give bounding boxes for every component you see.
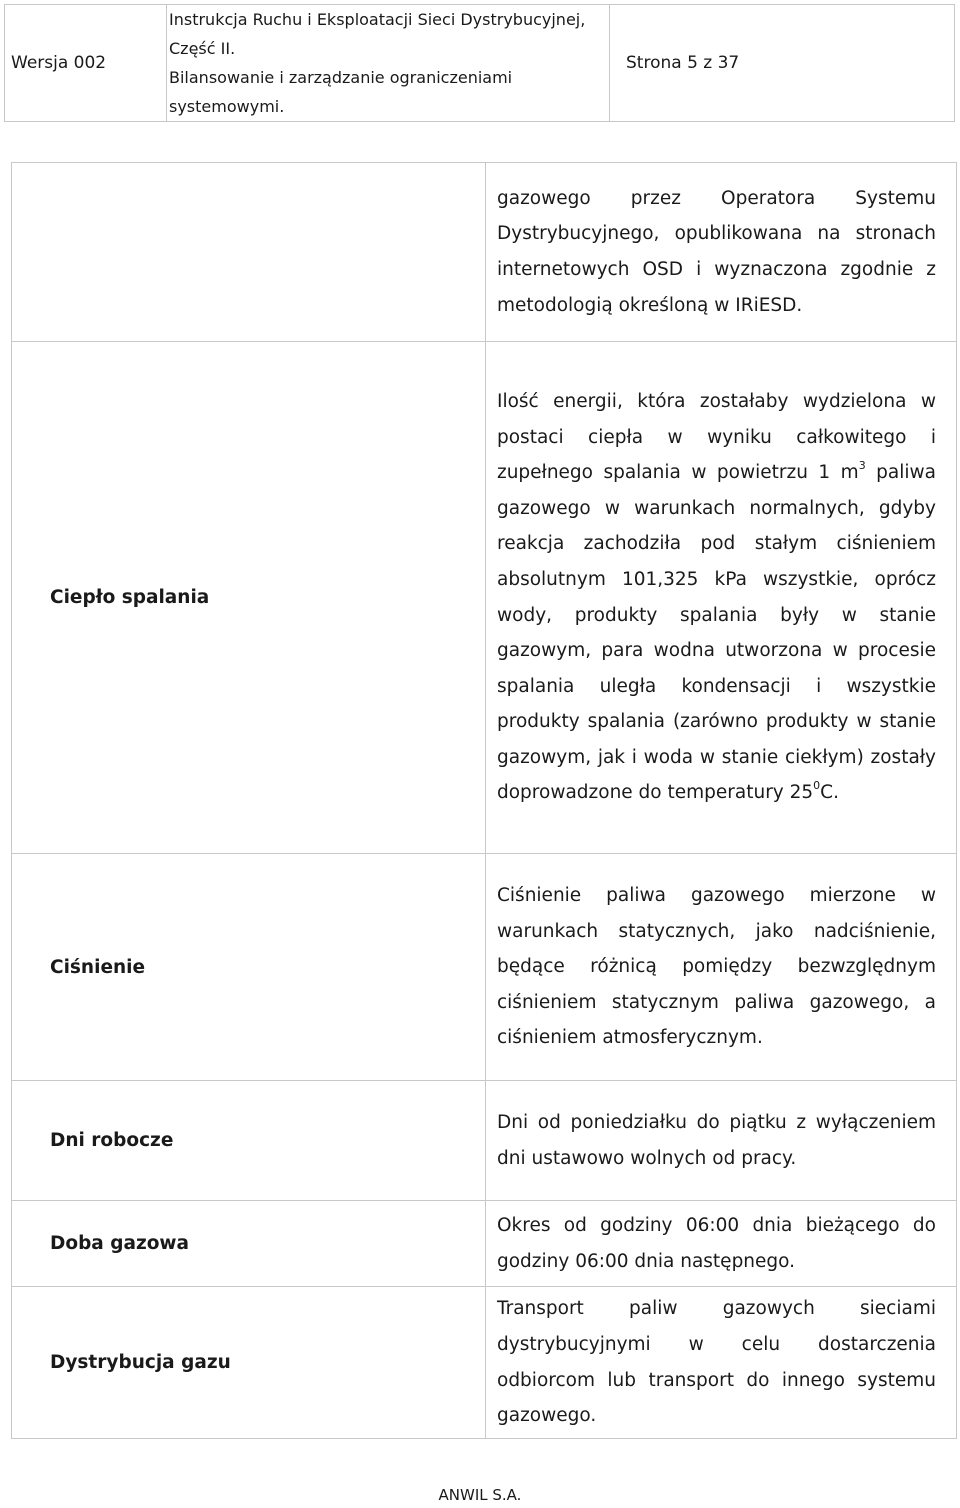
definition-term: Doba gazowa [12, 1201, 486, 1287]
definitions-table [11, 162, 957, 1439]
page-number: Strona 5 z 37 [610, 5, 955, 122]
description-part: C. [820, 782, 839, 804]
document-title [167, 5, 610, 122]
document-title-line-1: Instrukcja Ruchu i Eksploatacji Sieci Dystrybucyjnej, Część II. [169, 10, 586, 58]
definition-row [12, 1287, 957, 1439]
definition-row [12, 163, 957, 342]
description-part: paliwa gazowego w warunkach normalnych, gdyby reakcja zachodziła pod stałym ciśnieniem absolutnym 101,325 kPa wszystkie, oprócz wody, produkty spalania były w stanie gazowym, para wodna utworzona w procesie spalania uległa kondensacji i wszystkie produkty spalania (zarówno produkty w stanie gazowym, jak i woda w stanie ciekłym) zostały doprowadzone do temperatury 25 [497, 462, 936, 804]
page-header [4, 4, 955, 122]
description-part: Ilość energii, która zostałaby wydzielona w postaci ciepła w wyniku całkowitego i zupełnego spalania w powietrzu 1 m [497, 390, 936, 484]
definition-term: Ciśnienie [12, 854, 486, 1081]
page-footer: ANWIL S.A. [438, 1486, 522, 1504]
definition-description: Ciśnienie paliwa gazowego mierzone w warunkach statycznych, jako nadciśnienie, będące różnicą pomiędzy bezwzględnym ciśnieniem statycznym paliwa gazowego, a ciśnieniem atmosferycznym. [486, 854, 957, 1081]
definition-row [12, 1081, 957, 1201]
definition-description: Transport paliw gazowych sieciami dystrybucyjnymi w celu dostarczenia odbiorcom lub transport do innego systemu gazowego. [486, 1287, 957, 1439]
superscript: 3 [858, 458, 866, 472]
definition-row [12, 854, 957, 1081]
document-title-line-2: Bilansowanie i zarządzanie ograniczeniami systemowymi. [169, 68, 513, 116]
definition-term: Dystrybucja gazu [12, 1287, 486, 1439]
definition-term [12, 163, 486, 342]
definition-row [12, 1201, 957, 1287]
definition-description: Dni od poniedziałku do piątku z wyłączeniem dni ustawowo wolnych od pracy. [486, 1081, 957, 1201]
definition-description: gazowego przez Operatora Systemu Dystrybucyjnego, opublikowana na stronach internetowych OSD i wyznaczona zgodnie z metodologią określoną w IRiESD. [486, 163, 957, 342]
superscript: 0 [813, 779, 821, 793]
definition-term: Ciepło spalania [12, 342, 486, 854]
definition-description [486, 342, 957, 854]
definition-row [12, 342, 957, 854]
definition-term: Dni robocze [12, 1081, 486, 1201]
definition-description: Okres od godziny 06:00 dnia bieżącego do godziny 06:00 dnia następnego. [486, 1201, 957, 1287]
document-version: Wersja 002 [5, 5, 167, 122]
